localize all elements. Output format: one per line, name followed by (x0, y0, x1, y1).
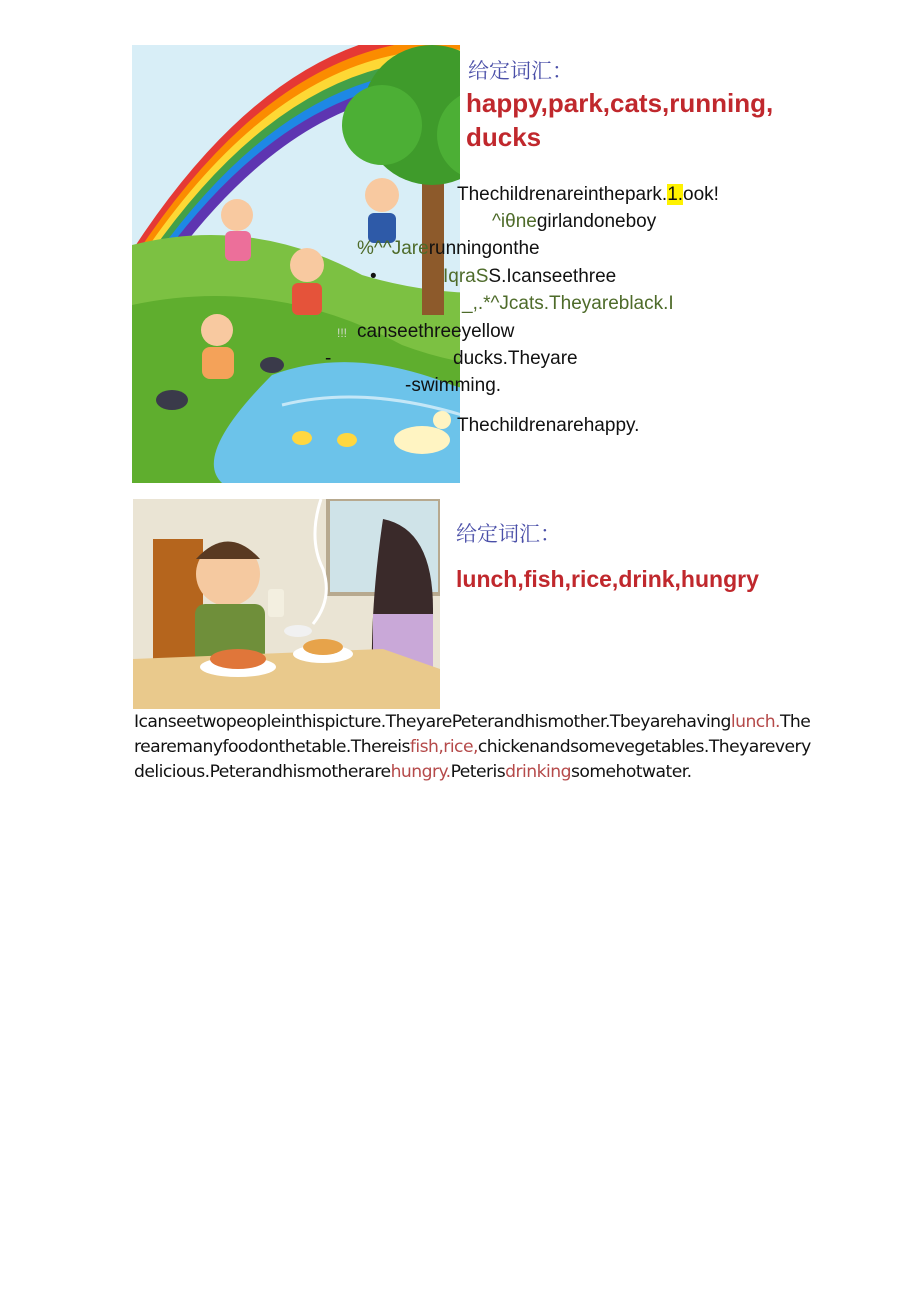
highlighted-text: 1. (667, 184, 684, 205)
vocab-label-1: 给定词汇： (468, 59, 573, 83)
story2-paragraph (134, 710, 814, 785)
ocr-noise-text: IqraS (443, 266, 489, 287)
story1-line3 (357, 235, 540, 262)
story1-text: S.Icanseethree (488, 266, 617, 287)
lunch-picture (133, 499, 440, 709)
ocr-noise-text: ^iθne (492, 211, 537, 232)
vocab-words-2: lunch,fish,rice,drink,hungry (456, 566, 759, 592)
story2-text: Therearemanyfoodonthetable.Thereis (134, 712, 811, 757)
story1-line1 (457, 181, 719, 208)
story1-line8: -swimming. (405, 375, 502, 396)
story2-keyword: drinking (505, 762, 571, 782)
story1-text: ook! (683, 184, 719, 205)
story1-line9: Thechildrenarehappy. (457, 415, 640, 436)
story2-text: Icanseetwopeopleinthispicture.TheyarePeterandhismother.Tbeyarehaving (134, 712, 731, 732)
story1-dash: - (325, 348, 332, 369)
story1-text: canseethreeyellow (357, 321, 515, 342)
story2-text: Peteris (450, 762, 506, 782)
vocab-label-2: 给定词汇： (456, 522, 561, 546)
story1-line5: _,.*^Jcats.Theyareblack.I (462, 293, 674, 314)
story1-line6 (337, 318, 514, 347)
story2-text: chickenandsomevegetables.Theyareverydelicious.Peterandhismotherare (134, 737, 811, 782)
story1-line7: ducks.Theyare (453, 348, 578, 369)
story2-text: somehotwater. (570, 762, 692, 782)
vocab-words-1-line1: happy,park,cats,running, (466, 88, 774, 118)
ocr-noise-text: %^^Jare (357, 238, 429, 259)
story2-keyword: fish,rice, (409, 737, 478, 757)
story2-keyword: lunch. (730, 712, 780, 732)
story1-line4 (443, 263, 616, 290)
story1-text: runningonthe (428, 238, 540, 259)
story2-keyword: hungry. (390, 762, 451, 782)
story1-bullet: • (370, 266, 377, 287)
story1-text: girlandoneboy (536, 211, 657, 232)
story1-line2 (492, 208, 656, 235)
vocab-words-1-line2: ducks (466, 122, 542, 152)
story1-text: Thechildrenareinthepark. (457, 184, 668, 205)
ocr-noise-text: !!! (337, 326, 348, 340)
